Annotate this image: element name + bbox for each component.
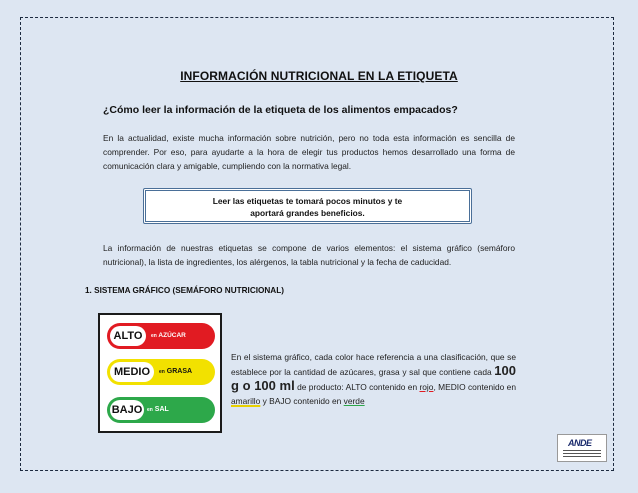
callout-line-2: aportará grandes beneficios. xyxy=(250,208,365,218)
callout-box xyxy=(143,188,472,224)
callout-line-1: Leer las etiquetas te tomará pocos minutos y te xyxy=(212,196,403,206)
traffic-light-graphic xyxy=(98,313,222,433)
page-title: INFORMACIÓN NUTRICIONAL EN LA ETIQUETA xyxy=(180,69,458,83)
intro-paragraph: En la actualidad, existe mucha información sobre nutrición, pero no toda esta información es sencilla de comprender. Por eso, para ayudarte a la hora de elegir tus productos hemos desarrollado una forma de comunicación clara y amigable, cumpliendo con la normativa legal. xyxy=(103,133,515,171)
low-label: BAJO xyxy=(110,400,144,420)
medium-label: MEDIO xyxy=(110,362,154,382)
section-heading: 1. SISTEMA GRÁFICO (SEMÁFORO NUTRICIONAL) xyxy=(85,286,284,295)
high-sugar-pill xyxy=(107,323,215,349)
green-word: verde xyxy=(343,396,365,406)
section-question: ¿Cómo leer la información de la etiqueta de los alimentos empacados? xyxy=(103,104,458,116)
medium-fat-pill xyxy=(107,359,215,385)
yellow-word: amarillo xyxy=(231,396,261,406)
red-word: rojo xyxy=(419,382,434,392)
logo-icon: ANDE xyxy=(557,434,607,462)
high-nutrient: en AZÚCAR xyxy=(151,332,186,339)
elements-paragraph: La información de nuestras etiquetas se compone de varios elementos: el sistema gráfico (semáforo nutricional), la lista de ingredientes, los alérgenos, la tabla nutricional y la fecha de caducidad. xyxy=(103,243,515,267)
high-label: ALTO xyxy=(110,326,146,346)
semaforo-explanation: En el sistema gráfico, cada color hace referencia a una clasificación, que se establece por la cantidad de azúcares, grasa y sal que contiene cada 100 g o 100 ml de producto: ALTO contenido en rojo, MEDIO contenido en amarillo y BAJO contenido en verde xyxy=(231,352,516,406)
low-nutrient: en SAL xyxy=(147,406,169,413)
low-salt-pill xyxy=(107,397,215,423)
medium-nutrient: en GRASA xyxy=(159,368,193,375)
amount-highlight: 100 g o 100 ml xyxy=(231,363,516,393)
